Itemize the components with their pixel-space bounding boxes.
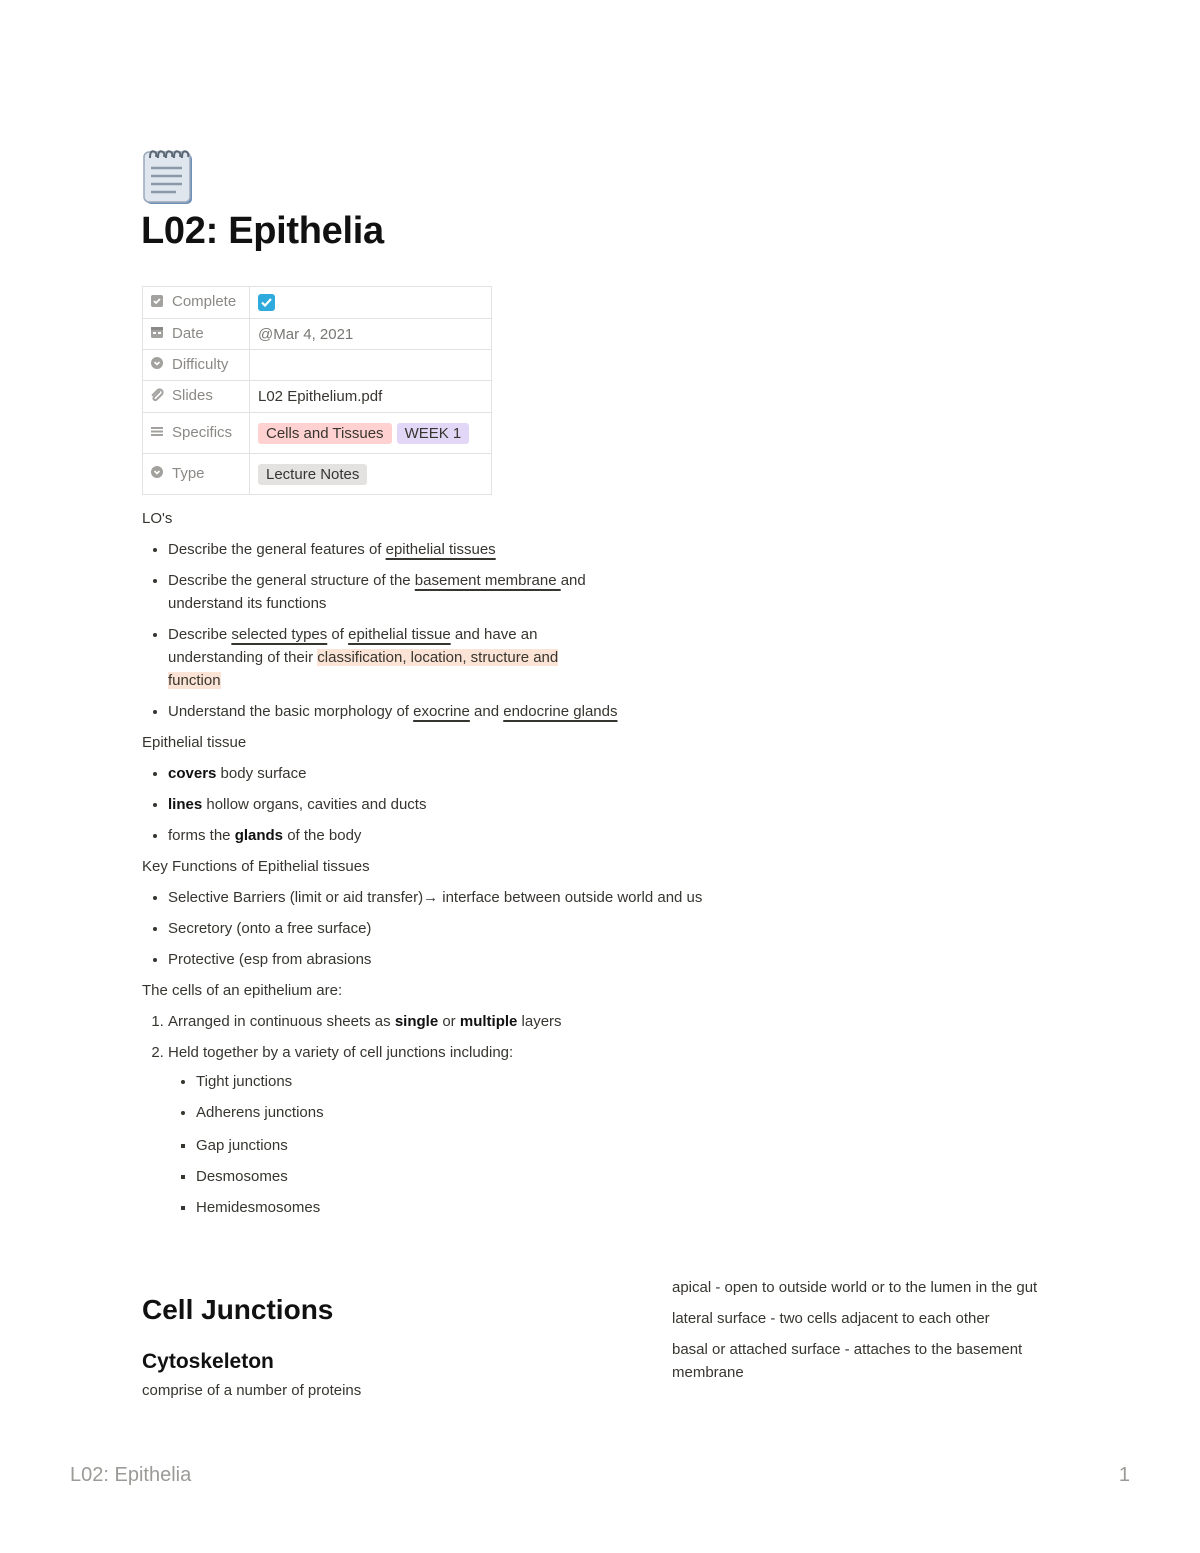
los-heading: LO's <box>142 510 173 527</box>
specifics-value[interactable] <box>250 413 492 454</box>
date-value[interactable]: @Mar 4, 2021 <box>250 319 492 350</box>
footer-title: L02: Epithelia <box>70 1464 192 1486</box>
property-row-difficulty <box>143 350 492 381</box>
underlined-text: endocrine glands <box>503 703 618 720</box>
list-item: • Secretory (onto a free surface) <box>168 913 762 944</box>
page-content <box>142 503 762 1227</box>
cytoskeleton-text: comprise of a number of proteins <box>142 1382 362 1399</box>
underlined-text: selected types <box>231 626 328 643</box>
property-row-type <box>143 454 492 495</box>
page-number: 1 <box>1118 1464 1130 1486</box>
property-row-complete <box>143 287 492 319</box>
property-key-date: Date <box>143 319 250 350</box>
list-property-icon <box>150 424 164 442</box>
list-item: • Describe selected types of epithelial tissue and have an understanding of their classification, location, structure and function <box>168 619 608 696</box>
cell-junctions-heading: Cell Junctions <box>142 1294 334 1325</box>
difficulty-value[interactable] <box>250 350 492 381</box>
list-item: • covers body surface <box>168 758 762 789</box>
list-item: • Understand the basic morphology of exocrine and endocrine glands <box>168 696 618 727</box>
underlined-text: epithelial tissue <box>348 626 451 643</box>
list-item: • Selective Barriers (limit or aid transfer)→ interface between outside world and us <box>168 882 762 913</box>
slides-file-link[interactable]: L02 Epithelium.pdf <box>250 381 492 413</box>
list-item: • Describe the general features of epithelial tissues <box>168 534 762 565</box>
epithelial-tissue-heading: Epithelial tissue <box>142 734 247 751</box>
tag-cells-and-tissues[interactable]: Cells and Tissues <box>258 423 392 444</box>
type-value[interactable] <box>250 454 492 495</box>
property-value-complete[interactable] <box>250 287 492 319</box>
cytoskeleton-heading: Cytoskeleton <box>142 1350 274 1373</box>
property-row-date <box>143 319 492 350</box>
tag-lecture-notes[interactable]: Lecture Notes <box>258 464 367 485</box>
list-item: • Adherens junctions <box>196 1097 762 1128</box>
cell-junctions-column <box>142 1294 612 1399</box>
calendar-icon <box>150 325 164 343</box>
epithelial-list <box>142 758 762 851</box>
list-item: • Describe the general structure of the basement membrane and understand its functions <box>168 565 628 619</box>
list-item: ▪ Desmosomes <box>196 1161 762 1192</box>
property-key-difficulty: Difficulty <box>143 350 250 381</box>
underlined-text: basement membrane <box>414 572 561 589</box>
underlined-text: epithelial tissues <box>385 541 496 558</box>
underlined-text: exocrine <box>413 703 470 720</box>
list-item: • lines hollow organs, cavities and ducts <box>168 789 762 820</box>
list-item: 1. Arranged in continuous sheets as single or multiple layers <box>168 1006 762 1037</box>
checkbox-property-icon <box>150 294 164 312</box>
property-key-slides: Slides <box>143 381 250 413</box>
property-key-complete: Complete <box>143 287 250 319</box>
junctions-list <box>168 1066 762 1128</box>
notepad-icon <box>142 146 196 206</box>
select-property-icon <box>150 465 164 483</box>
paperclip-icon <box>150 388 164 406</box>
select-property-icon <box>150 356 164 374</box>
property-row-slides <box>143 381 492 413</box>
cells-heading: The cells of an epithelium are: <box>142 982 343 999</box>
cells-numbered-list <box>142 1006 762 1227</box>
list-item: ▪ Hemidesmosomes <box>196 1192 762 1223</box>
key-functions-heading: Key Functions of Epithelial tissues <box>142 858 370 875</box>
tag-week-1[interactable]: WEEK 1 <box>397 423 470 444</box>
side-note: basal or attached surface - attaches to the basement membrane <box>672 1341 1023 1381</box>
property-key-specifics: Specifics <box>143 413 250 454</box>
highlighted-text: classification, location, structure and function <box>168 649 559 689</box>
key-functions-list <box>142 882 762 975</box>
los-list <box>142 534 762 727</box>
page-title: L02: Epithelia <box>141 210 384 252</box>
list-item: ▪ Gap junctions <box>196 1130 762 1161</box>
properties-table <box>142 286 492 495</box>
property-key-type: Type <box>143 454 250 495</box>
property-row-specifics <box>143 413 492 454</box>
list-item: • forms the glands of the body <box>168 820 762 851</box>
junctions-list-continued <box>168 1130 762 1223</box>
list-item: • Protective (esp from abrasions <box>168 944 762 975</box>
side-note: apical - open to outside world or to the lumen in the gut <box>672 1279 1038 1296</box>
list-item: 2. Held together by a variety of cell junctions including: • Tight junctions • Adherens junctions ▪ Gap junctions ▪ Desmosomes ▪ Hemidesmosomes <box>168 1037 762 1227</box>
side-notes-column <box>672 1276 1067 1392</box>
side-note: lateral surface - two cells adjacent to each other <box>672 1310 990 1327</box>
complete-checkbox[interactable] <box>258 294 275 311</box>
list-item: • Tight junctions <box>196 1066 762 1097</box>
